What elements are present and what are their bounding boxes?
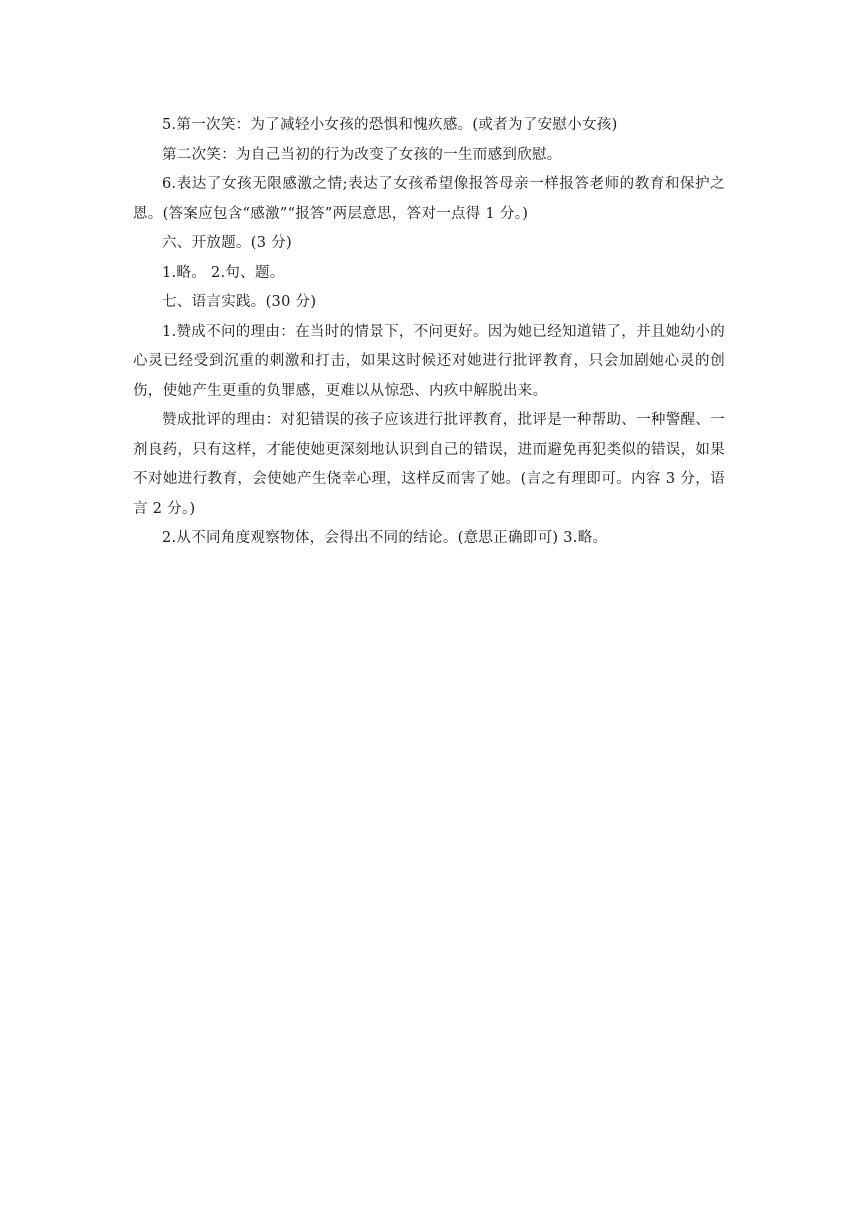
answer-text-block bbox=[133, 111, 725, 554]
section-6-heading: 六、开放题。(3 分) bbox=[162, 235, 292, 251]
answer-5-second-laugh: 第二次笑：为自己当初的行为改变了女孩的一生而感到欣慰。 bbox=[162, 146, 562, 163]
answer-5-first-laugh: 5.第一次笑：为了减轻小女孩的恐惧和愧疚感。(或者为了安慰小女孩) bbox=[162, 117, 618, 133]
section-7-answers-2-3: 2.从不同角度观察物体，会得出不同的结论。(意思正确即可) 3.略。 bbox=[162, 530, 608, 546]
section-6-answers: 1.略。 2.句、题。 bbox=[162, 264, 285, 281]
section-7-answer-1-no-ask: 1.赞成不问的理由：在当时的情景下，不问更好。因为她已经知道错了，并且她幼小的心灵已经受到沉重的刺激和打击，如果这时候还对她进行批评教育，只会加剧她心灵的创伤，使她产生更重的负罪感，更难以从惊恐、内疚中解脱出来。 bbox=[133, 323, 725, 399]
section-7-heading: 七、语言实践。(30 分) bbox=[162, 294, 317, 310]
section-7-answer-1-criticize: 赞成批评的理由：对犯错误的孩子应该进行批评教育，批评是一种帮助、一种警醒、一剂良药，只有这样，才能使她更深刻地认识到自己的错误，进而避免再犯类似的错误，如果不对她进行教育，会使她产生侥幸心理，这样反而害了她。(言之有理即可。内容 3 分，语言 2 分。) bbox=[133, 412, 725, 517]
answer-6: 6.表达了女孩无限感激之情;表达了女孩希望像报答母亲一样报答老师的教育和保护之恩。(答案应包含“感激”“报答”两层意思，答对一点得 1 分。) bbox=[133, 176, 725, 222]
